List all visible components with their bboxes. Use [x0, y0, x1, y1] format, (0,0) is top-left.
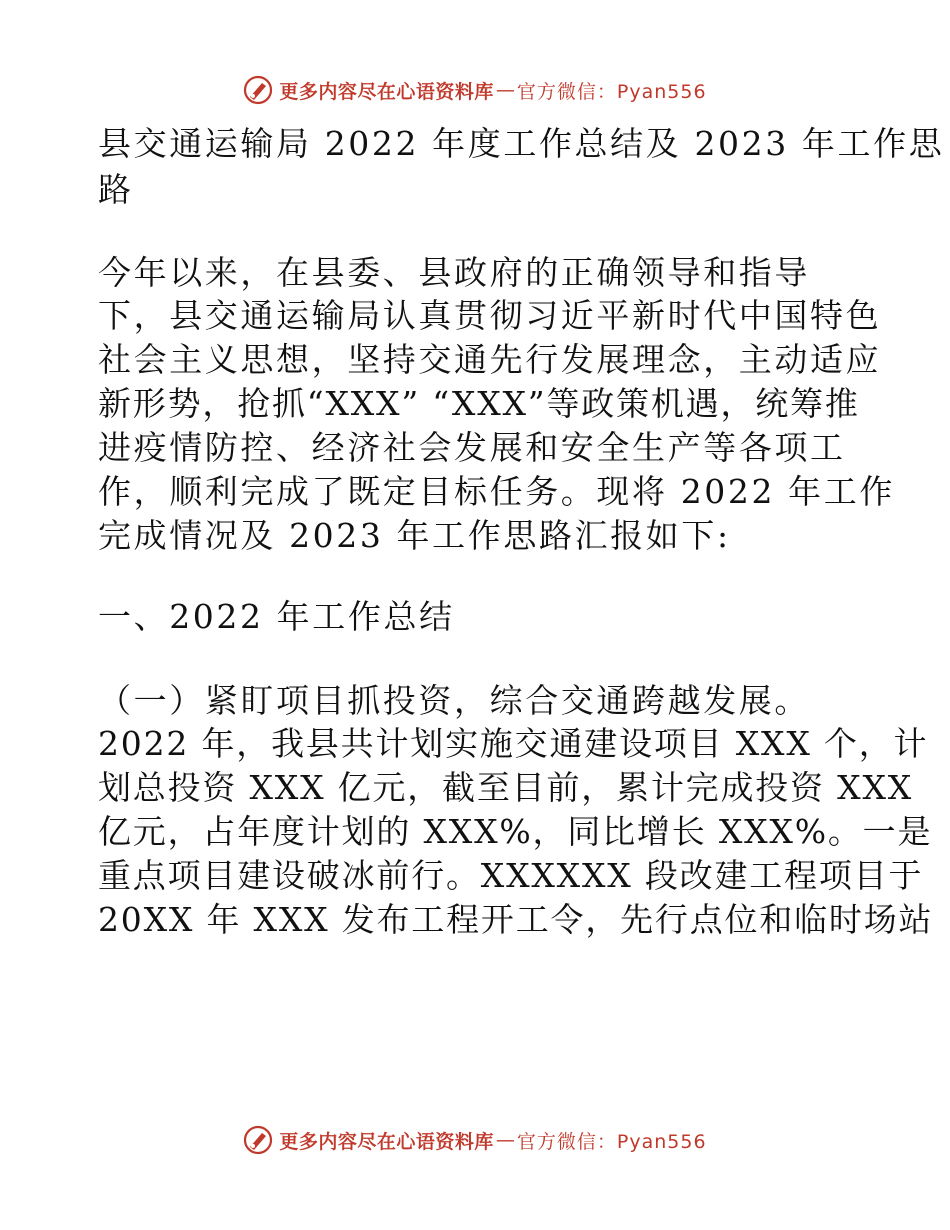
doc-title-line-1: 县交通运输局 2022 年度工作总结及 2023 年工作思 — [98, 124, 945, 163]
intro-line: 完成情况及 2023 年工作思路汇报如下: — [98, 516, 731, 555]
banner-separator: — — [495, 1129, 515, 1151]
intro-line: 进疫情防控、经济社会发展和安全生产等各项工 — [98, 428, 846, 467]
intro-line: 社会主义思想，坚持交通先行发展理念，主动适应 — [98, 340, 882, 379]
sub-heading: （一）紧盯项目抓投资，综合交通跨越发展。 — [98, 681, 810, 720]
section-heading: 一、2022 年工作总结 — [98, 597, 455, 636]
body-line: 划总投资 XXX 亿元，截至目前，累计完成投资 XXX — [98, 768, 914, 807]
intro-line: 今年以来，在县委、县政府的正确领导和指导 — [98, 253, 810, 292]
body-line: 亿元，占年度计划的 XXX%，同比增长 XXX%。一是 — [98, 812, 933, 851]
banner-text: 更多内容尽在心语资料库 — [279, 80, 494, 103]
pen-logo-icon — [243, 75, 273, 105]
document-body — [98, 122, 945, 940]
header-watermark-banner — [0, 70, 950, 110]
pen-logo-icon — [243, 1125, 273, 1155]
intro-line: 作，顺利完成了既定目标任务。现将 2022 年工作 — [98, 472, 895, 511]
doc-title-line-2: 路 — [98, 170, 134, 209]
footer-watermark-banner — [0, 1120, 950, 1160]
banner-text: 更多内容尽在心语资料库 — [279, 1130, 494, 1153]
body-line: 重点项目建设破冰前行。XXXXXX 段改建工程项目于 — [98, 856, 924, 895]
banner-separator: — — [495, 79, 515, 101]
intro-line: 新形势，抢抓“XXX” “XXX”等政策机遇，统筹推 — [98, 384, 860, 423]
banner-wechat: 官方微信：Pyan556 — [516, 80, 707, 103]
body-line: 2022 年，我县共计划实施交通建设项目 XXX 个，计 — [98, 724, 929, 763]
intro-line: 下，县交通运输局认真贯彻习近平新时代中国特色 — [98, 296, 882, 335]
body-line: 20XX 年 XXX 发布工程开工令，先行点位和临时场站 — [98, 900, 934, 939]
banner-wechat: 官方微信：Pyan556 — [516, 1130, 707, 1153]
